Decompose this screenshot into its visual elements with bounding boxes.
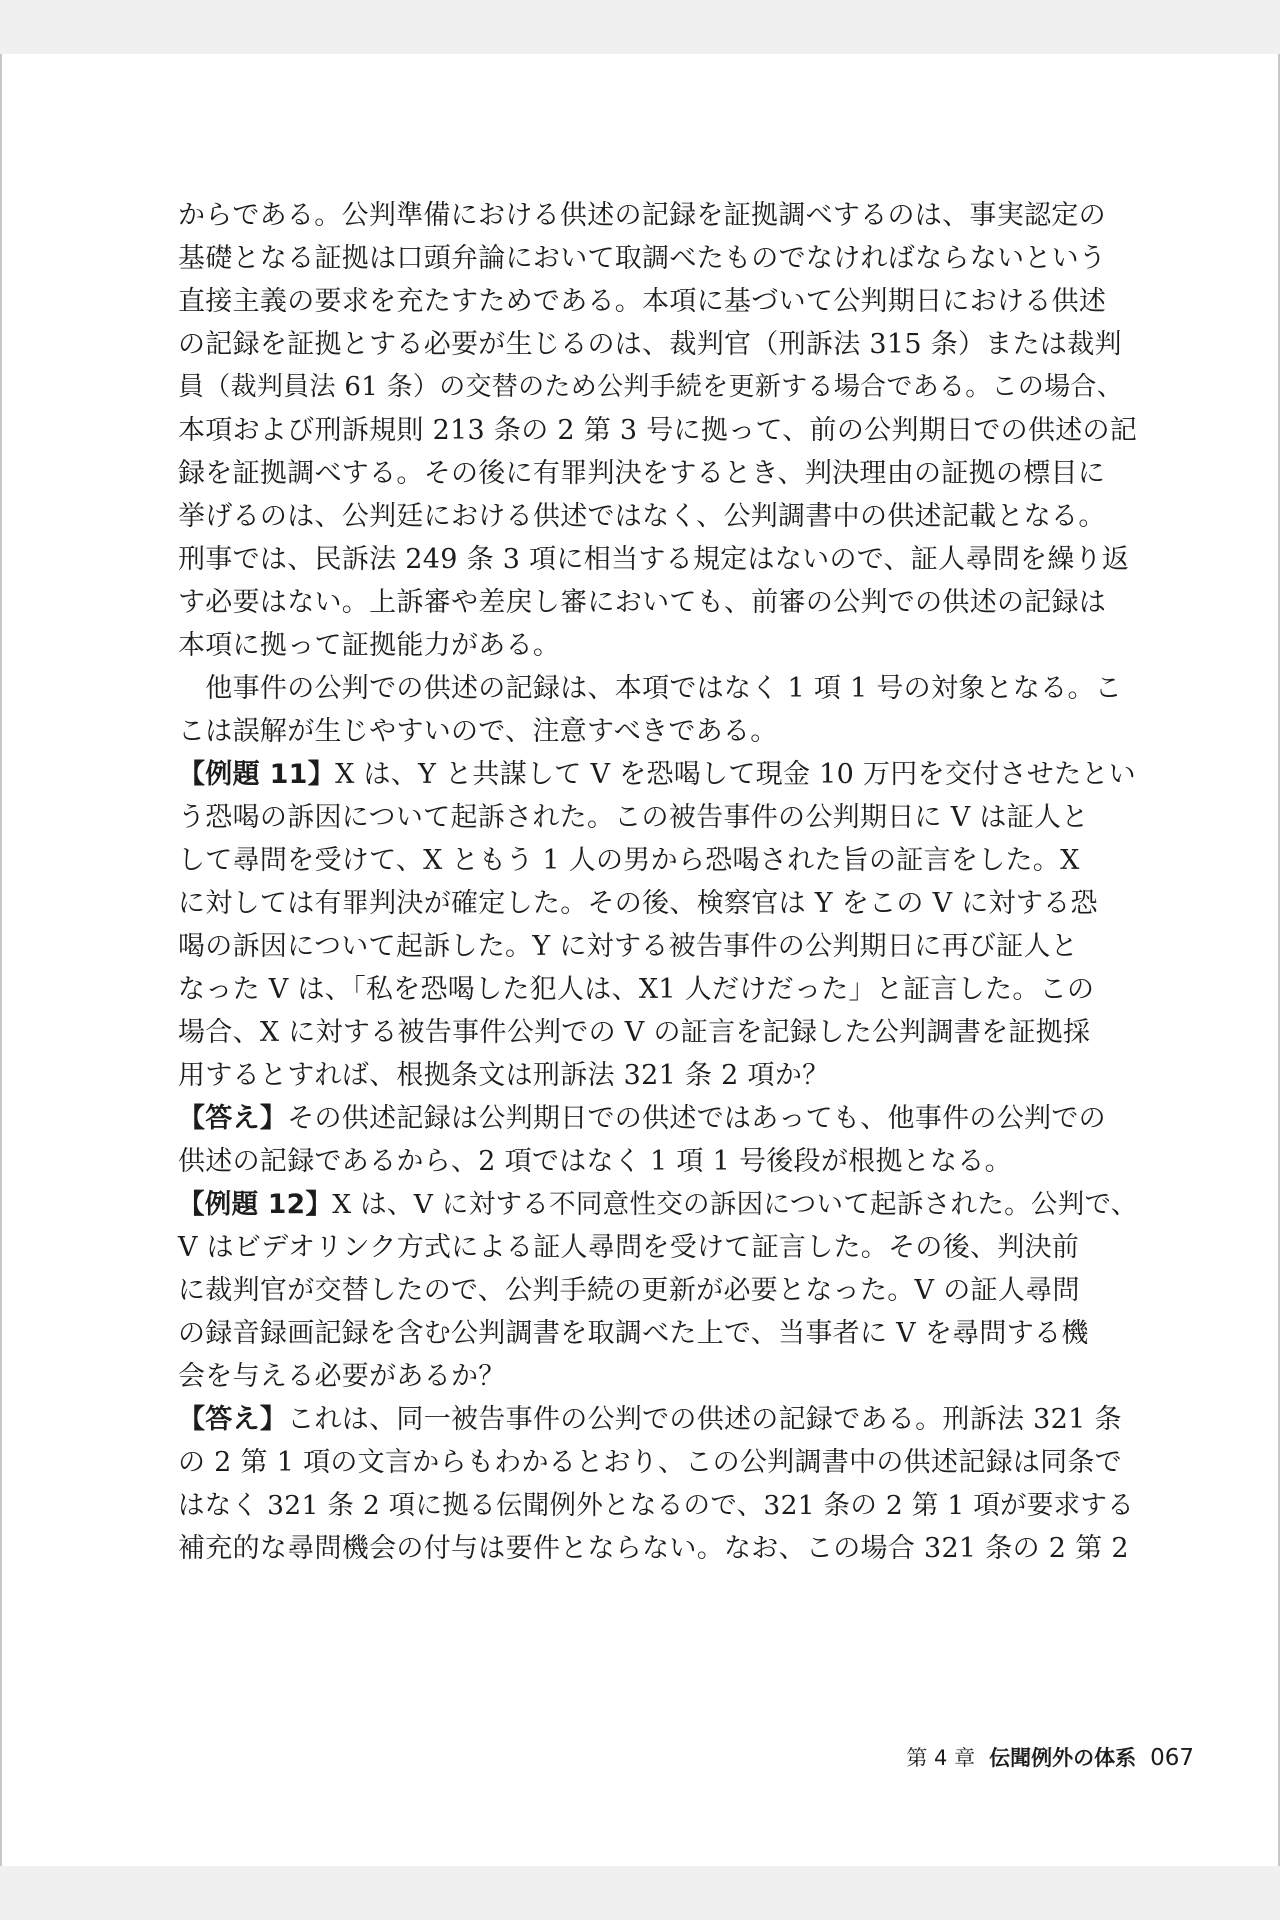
- line-text: 他事件の公判での供述の記録は、本項ではなく 1 項 1 号の対象となる。こ: [178, 673, 1123, 704]
- line-text: 挙げるのは、公判廷における供述ではなく、公判調書中の供述記載となる。: [178, 501, 1106, 532]
- text-line: [178, 1140, 1138, 1183]
- text-line: [178, 1398, 1138, 1441]
- page-footer: [906, 1742, 1194, 1774]
- text-line: [178, 1441, 1138, 1484]
- line-text: 供述の記録であるから、2 項ではなく 1 項 1 号後段が根拠となる。: [178, 1146, 1012, 1177]
- line-text: す必要はない。上訴審や差戻し審においても、前審の公判での供述の記録は: [178, 587, 1107, 618]
- line-text: その供述記録は公判期日での供述ではあっても、他事件の公判での: [287, 1103, 1106, 1134]
- section-title: 伝聞例外の体系: [989, 1746, 1137, 1770]
- text-line: [178, 280, 1138, 323]
- text-line: [178, 452, 1138, 495]
- line-text: 本項および刑訴規則 213 条の 2 第 3 号に拠って、前の公判期日での供述の記: [178, 415, 1138, 446]
- line-text: の 2 第 1 項の文言からもわかるとおり、この公判調書中の供述記録は同条で: [178, 1447, 1123, 1478]
- line-text: 補充的な尋問機会の付与は要件とならない。なお、この場合 321 条の 2 第 2: [178, 1533, 1129, 1564]
- text-line: [178, 925, 1138, 968]
- line-text: の記録を証拠とする必要が生じるのは、裁判官（刑訴法 315 条）または裁判: [178, 329, 1122, 360]
- example-label: 【答え】: [178, 1404, 288, 1435]
- text-line: [178, 366, 1138, 409]
- top-margin-band: [0, 0, 1280, 54]
- line-text: う恐喝の訴因について起訴された。この被告事件の公判期日に V は証人と: [178, 802, 1089, 833]
- text-line: [178, 237, 1138, 280]
- text-line: [178, 1011, 1138, 1054]
- example-label: 【例題 11】: [178, 759, 336, 790]
- text-line: [178, 1054, 1138, 1097]
- line-text: 録を証拠調べする。その後に有罪判決をするとき、判決理由の証拠の標目に: [178, 458, 1106, 489]
- line-text: 用するとすれば、根拠条文は刑訴法 321 条 2 項か？: [178, 1060, 830, 1091]
- line-text: なった V は、「私を恐喝した犯人は、X1 人だけだった」と証言した。この: [178, 974, 1095, 1005]
- text-line: [178, 1183, 1138, 1226]
- text-line: [178, 1097, 1138, 1140]
- line-text: 刑事では、民訴法 249 条 3 項に相当する規定はないので、証人尋問を繰り返: [178, 544, 1130, 575]
- line-text: こは誤解が生じやすいので、注意すべきである。: [178, 716, 778, 747]
- line-text: 場合、X に対する被告事件公判での V の証言を記録した公判調書を証拠採: [178, 1017, 1091, 1048]
- line-text: 基礎となる証拠は口頭弁論において取調べたものでなければならないという: [178, 243, 1107, 274]
- line-text: に裁判官が交替したので、公判手続の更新が必要となった。V の証人尋問: [178, 1275, 1080, 1306]
- text-line: [178, 194, 1138, 237]
- line-text: X は、V に対する不同意性交の訴因について起訴された。公判で、: [332, 1189, 1138, 1220]
- line-text: V はビデオリンク方式による証人尋問を受けて証言した。その後、判決前: [178, 1232, 1080, 1263]
- line-text: はなく 321 条 2 項に拠る伝聞例外となるので、321 条の 2 第 1 項が要求する: [178, 1490, 1135, 1521]
- chapter-label: 第 4 章: [906, 1746, 976, 1770]
- text-line: [178, 753, 1138, 796]
- line-text: の録音録画記録を含む公判調書を取調べた上で、当事者に V を尋問する機: [178, 1318, 1089, 1349]
- line-text: に対しては有罪判決が確定した。その後、検察官は Y をこの V に対する恐: [178, 888, 1098, 919]
- text-line: [178, 1355, 1138, 1398]
- example-label: 【答え】: [178, 1103, 288, 1134]
- text-line: [178, 796, 1138, 839]
- text-line: [178, 581, 1138, 624]
- line-text: からである。公判準備における供述の記録を証拠調べするのは、事実認定の: [178, 200, 1106, 231]
- text-line: [178, 1527, 1138, 1570]
- page-edge-left: [0, 54, 2, 1866]
- text-line: [178, 968, 1138, 1011]
- text-line: [178, 1312, 1138, 1355]
- text-line: [178, 1269, 1138, 1312]
- line-text: 本項に拠って証拠能力がある。: [178, 630, 561, 661]
- line-text: 直接主義の要求を充たすためである。本項に基づいて公判期日における供述: [178, 286, 1107, 317]
- text-line: [178, 1484, 1138, 1527]
- text-line: [178, 1226, 1138, 1269]
- text-line: [178, 323, 1138, 366]
- page-number: 067: [1150, 1745, 1194, 1771]
- bottom-margin-band: [0, 1866, 1280, 1920]
- line-text: して尋問を受けて、X ともう 1 人の男から恐喝された旨の証言をした。X: [178, 845, 1080, 876]
- body-text: [178, 194, 1138, 1570]
- text-line: [178, 839, 1138, 882]
- text-line: [178, 409, 1138, 452]
- line-text: 会を与える必要があるか？: [178, 1361, 506, 1392]
- line-text: X は、Y と共謀して V を恐喝して現金 10 万円を交付させたとい: [335, 759, 1136, 790]
- line-text: 喝の訴因について起訴した。Y に対する被告事件の公判期日に再び証人と: [178, 931, 1079, 962]
- text-line: [178, 667, 1138, 710]
- example-label: 【例題 12】: [178, 1189, 333, 1220]
- text-line: [178, 882, 1138, 925]
- text-line: [178, 624, 1138, 667]
- line-text: これは、同一被告事件の公判での供述の記録である。刑訴法 321 条: [287, 1404, 1122, 1435]
- text-line: [178, 538, 1138, 581]
- line-text: 員（裁判員法 61 条）の交替のため公判手続を更新する場合である。この場合、: [178, 372, 1124, 402]
- text-line: [178, 710, 1138, 753]
- text-line: [178, 495, 1138, 538]
